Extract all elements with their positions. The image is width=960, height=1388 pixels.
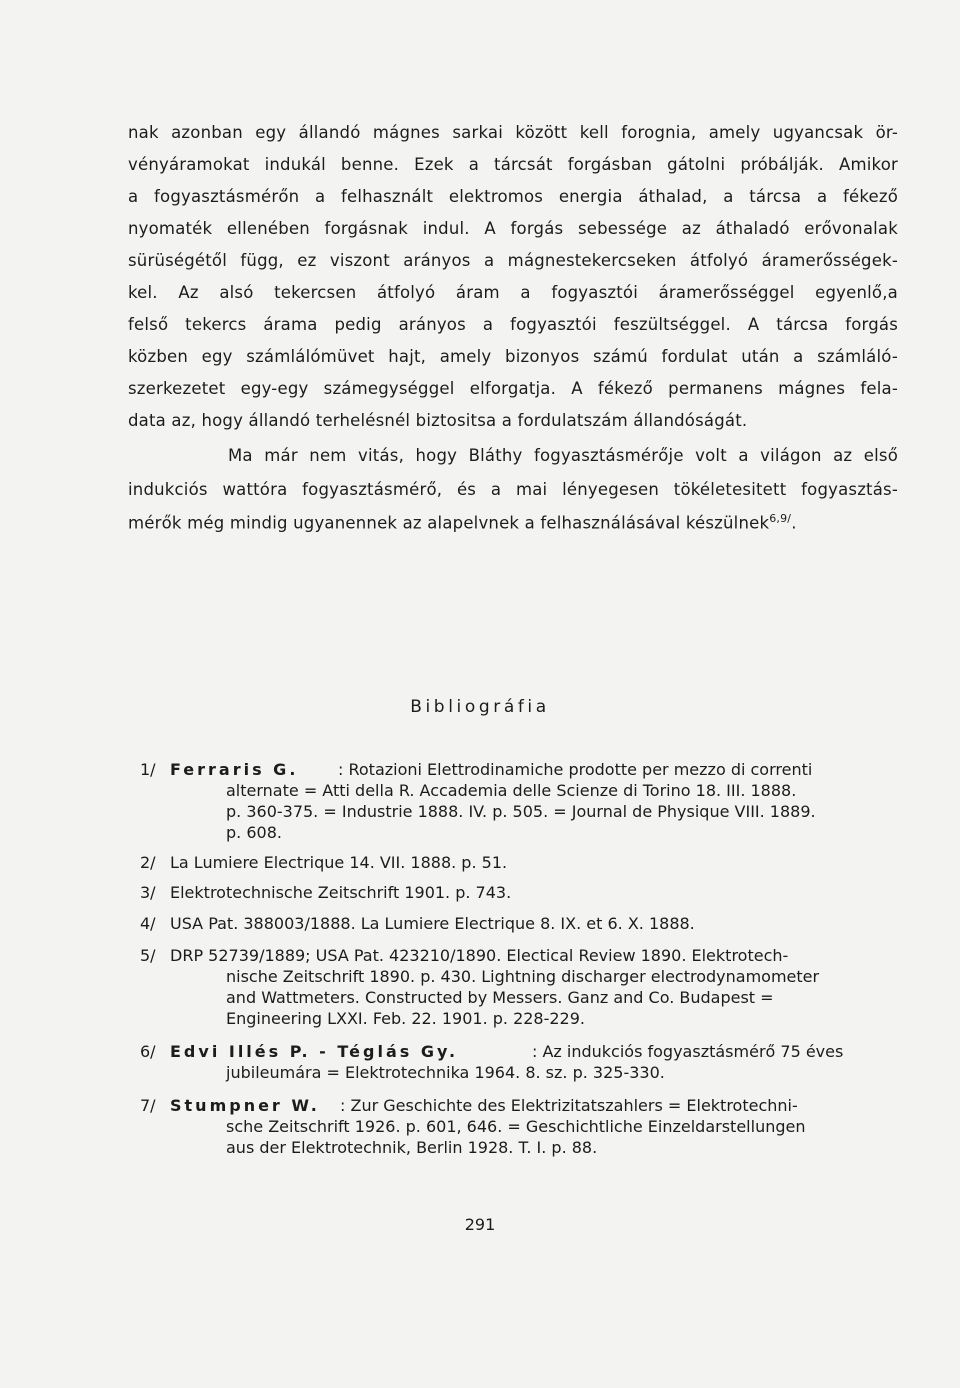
- text-line: Ma már nem vitás, hogy Bláthy fogyasztásmérője volt a világon az első: [228, 446, 898, 465]
- text-line: sürüségétől függ, ez viszont arányos a mágnestekercseken átfolyó áramerősségek-: [128, 251, 898, 270]
- entry-line: DRP 52739/1889; USA Pat. 423210/1890. Electical Review 1890. Elektrotech-: [170, 946, 789, 965]
- entry-number: 1/: [140, 760, 156, 779]
- text-line: [128, 512, 898, 533]
- entry-line: La Lumiere Electrique 14. VII. 1888. p. 51.: [170, 853, 508, 872]
- text-line: vényáramokat indukál benne. Ezek a tárcsát forgásban gátolni próbálják. Amikor: [128, 155, 898, 174]
- entry-number: 4/: [140, 914, 156, 933]
- text-line: szerkezetet egy-egy számegységgel elforgatja. A fékező permanens mágnes fela-: [128, 379, 898, 398]
- entry-line: : Az indukciós fogyasztásmérő 75 éves: [532, 1042, 844, 1061]
- bibliography-heading: Bibliográfia: [410, 697, 550, 717]
- entry-line: USA Pat. 388003/1888. La Lumiere Electrique 8. IX. et 6. X. 1888.: [170, 914, 695, 933]
- text-line-end: .: [791, 513, 797, 533]
- entry-number: 5/: [140, 946, 156, 965]
- entry-line: p. 608.: [226, 823, 282, 842]
- text-line: a fogyasztásmérőn a felhasznált elektromos energia áthalad, a tárcsa a fékező: [128, 187, 898, 206]
- entry-author: Ferraris G.: [170, 760, 299, 779]
- page-number: 291: [464, 1215, 496, 1234]
- entry-line: Engineering LXXI. Feb. 22. 1901. p. 228-229.: [226, 1009, 585, 1028]
- entry-line: p. 360-375. = Industrie 1888. IV. p. 505. = Journal de Physique VIII. 1889.: [226, 802, 816, 821]
- entry-author: Stumpner W.: [170, 1096, 320, 1115]
- entry-author: Edvi Illés P. - Téglás Gy.: [170, 1042, 459, 1061]
- entry-line: sche Zeitschrift 1926. p. 601, 646. = Geschichtliche Einzeldarstellungen: [226, 1117, 806, 1136]
- entry-line: nische Zeitschrift 1890. p. 430. Lightning discharger electrodynamometer: [226, 967, 820, 986]
- entry-number: 2/: [140, 853, 156, 872]
- entry-line: : Rotazioni Elettrodinamiche prodotte per mezzo di correnti: [338, 760, 813, 779]
- entry-line: jubileumára = Elektrotechnika 1964. 8. sz. p. 325-330.: [226, 1063, 665, 1082]
- entry-number: 3/: [140, 883, 156, 902]
- entry-line: alternate = Atti della R. Accademia delle Scienze di Torino 18. III. 1888.: [226, 781, 797, 800]
- text-line: nak azonban egy állandó mágnes sarkai között kell forognia, amely ugyancsak ör-: [128, 123, 898, 142]
- text-line: data az, hogy állandó terhelésnél biztositsa a fordulatszám állandóságát.: [128, 411, 748, 430]
- text-line: közben egy számlálómüvet hajt, amely bizonyos számú fordulat után a számláló-: [128, 347, 898, 366]
- entry-number: 6/: [140, 1042, 156, 1061]
- entry-number: 7/: [140, 1096, 156, 1115]
- entry-line: and Wattmeters. Constructed by Messers. Ganz and Co. Budapest =: [226, 988, 774, 1007]
- reference-superscript: 6,9/: [769, 512, 792, 525]
- entry-line: aus der Elektrotechnik, Berlin 1928. T. I. p. 88.: [226, 1138, 598, 1157]
- entry-line: Elektrotechnische Zeitschrift 1901. p. 743.: [170, 883, 512, 902]
- entry-line: : Zur Geschichte des Elektrizitatszahlers = Elektrotechni-: [340, 1096, 798, 1115]
- text-line: felső tekercs árama pedig arányos a fogyasztói feszültséggel. A tárcsa forgás: [128, 315, 898, 334]
- text-line: nyomaték ellenében forgásnak indul. A forgás sebessége az áthaladó erővonalak: [128, 219, 898, 238]
- text-line: kel. Az alsó tekercsen átfolyó áram a fogyasztói áramerősséggel egyenlő,a: [128, 283, 898, 302]
- text-line-content: mérők még mindig ugyanennek az alapelvnek a felhasználásával készülnek: [128, 513, 770, 533]
- text-line: indukciós wattóra fogyasztásmérő, és a mai lényegesen tökéletesitett fogyasztás-: [128, 480, 898, 499]
